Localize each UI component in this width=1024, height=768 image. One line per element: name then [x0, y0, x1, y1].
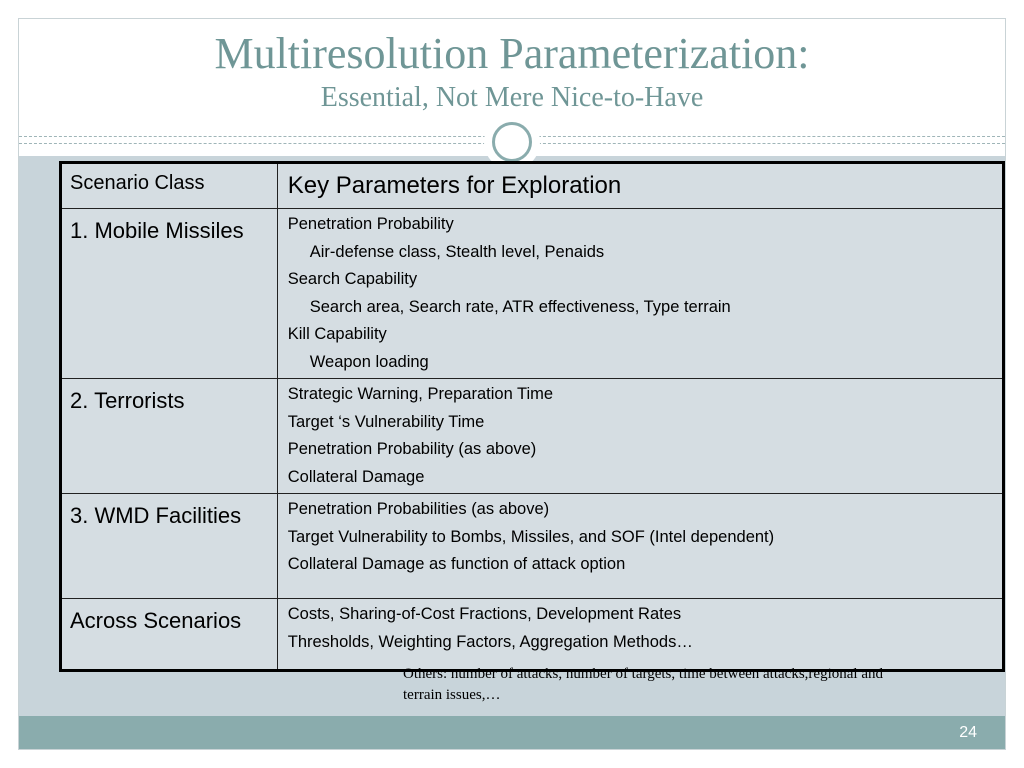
- scenario-cell: 2. Terrorists: [61, 379, 278, 494]
- param-line: Target Vulnerability to Bombs, Missiles, and SOF (Intel dependent): [287, 527, 775, 546]
- param-line: Collateral Damage as function of attack option: [287, 555, 626, 573]
- param-line: Penetration Probabilities (as above): [287, 500, 550, 518]
- parameters-table-container: [59, 161, 1005, 672]
- slide-subtitle: Essential, Not Mere Nice-to-Have: [320, 82, 704, 113]
- param-line: Search area, Search rate, ATR effectiveness, Type terrain: [309, 297, 731, 316]
- param-line: Kill Capability: [287, 325, 387, 343]
- header-scenario-class: Scenario Class: [61, 163, 278, 209]
- params-cell: [277, 379, 1003, 494]
- params-cell: [277, 209, 1003, 379]
- param-line: Search Capability: [287, 270, 418, 288]
- param-line: Target ‘s Vulnerability Time: [287, 412, 485, 431]
- page-number: 24: [959, 724, 977, 741]
- table-row: [61, 494, 1004, 599]
- slide-title: Multiresolution Parameterization:: [214, 29, 810, 78]
- header-key-parameters: Key Parameters for Exploration: [277, 163, 1003, 209]
- table-row: [61, 209, 1004, 379]
- footnote: Others: number of attacks, number of targets, time between attacks,regional and terrain issues,…: [403, 666, 883, 703]
- table-row: [61, 379, 1004, 494]
- params-cell: [277, 494, 1003, 599]
- scenario-cell: 3. WMD Facilities: [61, 494, 278, 599]
- ring-icon: [492, 122, 532, 162]
- param-line: Penetration Probability: [287, 215, 454, 233]
- param-line: Weapon loading: [309, 352, 429, 371]
- param-line: Air-defense class, Stealth level, Penaids: [309, 242, 605, 261]
- param-line: Collateral Damage: [287, 467, 425, 486]
- scenario-cell: Across Scenarios: [61, 599, 278, 671]
- table-header-row: [61, 163, 1004, 209]
- footer-bar: [19, 716, 1005, 749]
- table-row: [61, 599, 1004, 671]
- scenario-cell: 1. Mobile Missiles: [61, 209, 278, 379]
- param-line: Thresholds, Weighting Factors, Aggregation Methods…: [287, 632, 693, 651]
- param-line: Strategic Warning, Preparation Time: [287, 385, 554, 403]
- params-cell: [277, 599, 1003, 671]
- parameters-table: [59, 161, 1005, 672]
- param-line: Penetration Probability (as above): [287, 440, 537, 458]
- param-line: Costs, Sharing-of-Cost Fractions, Development Rates: [287, 605, 682, 623]
- slide: [18, 18, 1006, 750]
